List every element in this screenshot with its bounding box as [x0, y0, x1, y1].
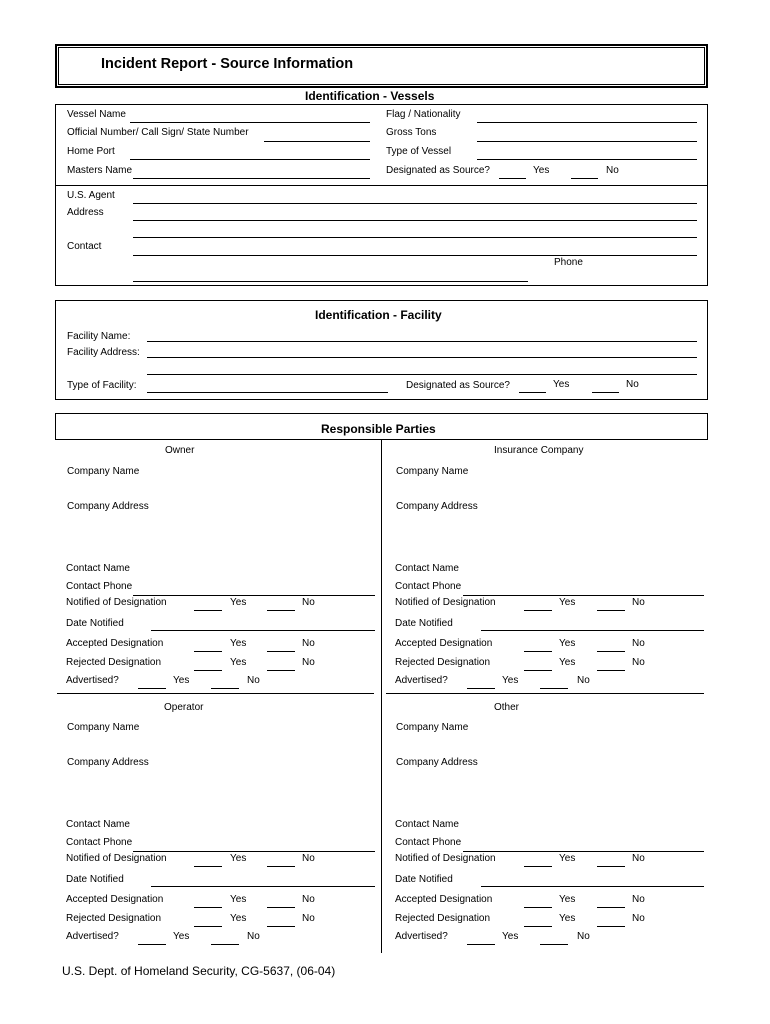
masters-name-label: Masters Name: [67, 165, 133, 176]
gross-tons-field[interactable]: [477, 141, 697, 142]
insurance-rejected-label: Rejected Designation: [395, 657, 491, 668]
operator-rejected-label: Rejected Designation: [66, 913, 162, 924]
owner-advertised-yes-field[interactable]: [138, 688, 166, 689]
other-accepted-yes: Yes: [559, 894, 576, 905]
other-rejected-no: No: [632, 913, 645, 924]
operator-rejected-yes: Yes: [230, 913, 247, 924]
insurance-advertised-label: Advertised?: [395, 675, 448, 686]
insurance-company-name-label: Company Name: [396, 466, 469, 477]
flag-field[interactable]: [477, 122, 697, 123]
insurance-accepted-no-field[interactable]: [597, 651, 625, 652]
parties-column-divider: [381, 440, 382, 953]
facility-name-label: Facility Name:: [67, 331, 131, 342]
insurance-accepted-label: Accepted Designation: [395, 638, 493, 649]
insurance-contact-phone-field[interactable]: [463, 595, 704, 596]
parties-divider-right: [386, 693, 704, 694]
owner-company-address-label: Company Address: [67, 501, 149, 512]
owner-rejected-yes: Yes: [230, 657, 247, 668]
other-rejected-label: Rejected Designation: [395, 913, 491, 924]
insurance-accepted-yes-field[interactable]: [524, 651, 552, 652]
operator-advertised-yes-field[interactable]: [138, 944, 166, 945]
insurance-contact-name-label: Contact Name: [395, 563, 459, 574]
insurance-rejected-yes-field[interactable]: [524, 670, 552, 671]
insurance-date-notified-label: Date Notified: [395, 618, 453, 629]
other-advertised-label: Advertised?: [395, 931, 448, 942]
type-of-facility-label: Type of Facility:: [67, 380, 137, 391]
owner-accepted-yes: Yes: [230, 638, 247, 649]
type-of-vessel-label: Type of Vessel: [386, 146, 452, 157]
operator-notified-label: Notified of Designation: [66, 853, 167, 864]
insurance-rejected-no: No: [632, 657, 645, 668]
facility-address-label: Facility Address:: [67, 347, 140, 358]
insurance-accepted-yes: Yes: [559, 638, 576, 649]
insurance-heading: Insurance Company: [494, 445, 584, 456]
operator-date-notified-label: Date Notified: [66, 874, 124, 885]
owner-heading: Owner: [165, 445, 195, 456]
other-rejected-no-field[interactable]: [597, 926, 625, 927]
other-date-notified-field[interactable]: [481, 886, 704, 887]
vessel-designated-yes-field[interactable]: [499, 178, 526, 179]
other-advertised-yes: Yes: [502, 931, 519, 942]
divider: [55, 185, 708, 186]
owner-rejected-label: Rejected Designation: [66, 657, 162, 668]
operator-accepted-no-field[interactable]: [267, 907, 295, 908]
other-accepted-label: Accepted Designation: [395, 894, 493, 905]
owner-rejected-yes-field[interactable]: [194, 670, 222, 671]
owner-contact-name-label: Contact Name: [66, 563, 130, 574]
operator-notified-yes: Yes: [230, 853, 247, 864]
insurance-accepted-no: No: [632, 638, 645, 649]
insurance-notified-no-field[interactable]: [597, 610, 625, 611]
vessel-designated-no-field[interactable]: [571, 178, 598, 179]
insurance-contact-phone-label: Contact Phone: [395, 581, 462, 592]
operator-notified-yes-field[interactable]: [194, 866, 222, 867]
facility-designated-no: No: [626, 379, 639, 390]
operator-advertised-no-field[interactable]: [211, 944, 239, 945]
operator-heading: Operator: [164, 702, 204, 713]
operator-notified-no: No: [302, 853, 315, 864]
facility-address-field-2[interactable]: [147, 374, 697, 375]
other-company-address-label: Company Address: [396, 757, 478, 768]
other-notified-no: No: [632, 853, 645, 864]
insurance-date-notified-field[interactable]: [481, 630, 704, 631]
home-port-label: Home Port: [67, 146, 115, 157]
other-accepted-no-field[interactable]: [597, 907, 625, 908]
vessels-heading: Identification - Vessels: [305, 89, 435, 103]
insurance-company-address-label: Company Address: [396, 501, 478, 512]
facility-designated-yes-field[interactable]: [519, 392, 546, 393]
owner-notified-no: No: [302, 597, 315, 608]
other-date-notified-label: Date Notified: [395, 874, 453, 885]
owner-accepted-yes-field[interactable]: [194, 651, 222, 652]
other-notified-yes: Yes: [559, 853, 576, 864]
operator-company-address-label: Company Address: [67, 757, 149, 768]
operator-contact-name-label: Contact Name: [66, 819, 130, 830]
owner-accepted-label: Accepted Designation: [66, 638, 164, 649]
insurance-notified-no: No: [632, 597, 645, 608]
owner-notified-label: Notified of Designation: [66, 597, 167, 608]
operator-advertised-no: No: [247, 931, 260, 942]
facility-designated-no-field[interactable]: [592, 392, 619, 393]
operator-advertised-yes: Yes: [173, 931, 190, 942]
agent-contact-field[interactable]: [133, 255, 697, 256]
other-advertised-no: No: [577, 931, 590, 942]
owner-contact-phone-field[interactable]: [133, 595, 375, 596]
operator-rejected-yes-field[interactable]: [194, 926, 222, 927]
insurance-advertised-no: No: [577, 675, 590, 686]
owner-date-notified-label: Date Notified: [66, 618, 124, 629]
parties-heading: Responsible Parties: [321, 422, 436, 436]
owner-notified-yes: Yes: [230, 597, 247, 608]
type-of-vessel-field[interactable]: [477, 159, 697, 160]
operator-accepted-yes: Yes: [230, 894, 247, 905]
owner-advertised-label: Advertised?: [66, 675, 119, 686]
us-agent-field[interactable]: [133, 203, 697, 204]
owner-accepted-no: No: [302, 638, 315, 649]
facility-designated-yes: Yes: [553, 379, 570, 390]
operator-advertised-label: Advertised?: [66, 931, 119, 942]
owner-rejected-no: No: [302, 657, 315, 668]
facility-designated-label: Designated as Source?: [406, 380, 510, 391]
operator-rejected-no: No: [302, 913, 315, 924]
other-advertised-no-field[interactable]: [540, 944, 568, 945]
owner-accepted-no-field[interactable]: [267, 651, 295, 652]
owner-advertised-no: No: [247, 675, 260, 686]
parties-divider-left: [57, 693, 374, 694]
other-contact-phone-label: Contact Phone: [395, 837, 462, 848]
owner-company-name-label: Company Name: [67, 466, 140, 477]
owner-rejected-no-field[interactable]: [267, 670, 295, 671]
operator-date-notified-field[interactable]: [151, 886, 375, 887]
insurance-rejected-yes: Yes: [559, 657, 576, 668]
vessel-designated-yes: Yes: [533, 165, 550, 176]
vessel-designated-label: Designated as Source?: [386, 165, 490, 176]
facility-name-field[interactable]: [147, 341, 697, 342]
us-agent-label: U.S. Agent: [67, 190, 115, 201]
owner-date-notified-field[interactable]: [151, 630, 375, 631]
official-number-field[interactable]: [264, 141, 370, 142]
vessel-name-field[interactable]: [130, 122, 370, 123]
gross-tons-label: Gross Tons: [386, 127, 437, 138]
other-notified-yes-field[interactable]: [524, 866, 552, 867]
operator-company-name-label: Company Name: [67, 722, 140, 733]
operator-accepted-no: No: [302, 894, 315, 905]
operator-contact-phone-label: Contact Phone: [66, 837, 133, 848]
facility-address-field[interactable]: [147, 357, 697, 358]
page-title: Incident Report - Source Information: [101, 56, 354, 72]
insurance-advertised-yes-field[interactable]: [467, 688, 495, 689]
official-number-label: Official Number/ Call Sign/ State Number: [67, 127, 249, 138]
insurance-notified-label: Notified of Designation: [395, 597, 496, 608]
vessel-designated-no: No: [606, 165, 619, 176]
facility-heading: Identification - Facility: [315, 308, 442, 322]
other-heading: Other: [494, 702, 520, 713]
other-rejected-yes-field[interactable]: [524, 926, 552, 927]
operator-rejected-no-field[interactable]: [267, 926, 295, 927]
owner-contact-phone-label: Contact Phone: [66, 581, 133, 592]
insurance-notified-yes: Yes: [559, 597, 576, 608]
other-accepted-no: No: [632, 894, 645, 905]
operator-accepted-yes-field[interactable]: [194, 907, 222, 908]
owner-advertised-yes: Yes: [173, 675, 190, 686]
vessel-name-label: Vessel Name: [67, 109, 126, 120]
agent-phone-field[interactable]: [133, 281, 528, 282]
insurance-notified-yes-field[interactable]: [524, 610, 552, 611]
operator-accepted-label: Accepted Designation: [66, 894, 164, 905]
flag-label: Flag / Nationality: [386, 109, 461, 120]
other-advertised-yes-field[interactable]: [467, 944, 495, 945]
owner-notified-yes-field[interactable]: [194, 610, 222, 611]
other-accepted-yes-field[interactable]: [524, 907, 552, 908]
agent-address-field-2[interactable]: [133, 237, 697, 238]
other-notified-no-field[interactable]: [597, 866, 625, 867]
type-of-facility-field[interactable]: [147, 392, 388, 393]
footer-form-id: U.S. Dept. of Homeland Security, CG-5637, (06-04): [62, 964, 336, 978]
agent-phone-label: Phone: [554, 257, 583, 268]
other-company-name-label: Company Name: [396, 722, 469, 733]
agent-address-field[interactable]: [133, 220, 697, 221]
owner-notified-no-field[interactable]: [267, 610, 295, 611]
operator-contact-phone-field[interactable]: [133, 851, 375, 852]
other-notified-label: Notified of Designation: [395, 853, 496, 864]
owner-advertised-no-field[interactable]: [211, 688, 239, 689]
other-contact-name-label: Contact Name: [395, 819, 459, 830]
insurance-advertised-no-field[interactable]: [540, 688, 568, 689]
insurance-rejected-no-field[interactable]: [597, 670, 625, 671]
agent-contact-label: Contact: [67, 241, 102, 252]
other-rejected-yes: Yes: [559, 913, 576, 924]
masters-name-field[interactable]: [133, 178, 370, 179]
home-port-field[interactable]: [130, 159, 370, 160]
insurance-advertised-yes: Yes: [502, 675, 519, 686]
other-contact-phone-field[interactable]: [463, 851, 704, 852]
agent-address-label: Address: [67, 207, 104, 218]
operator-notified-no-field[interactable]: [267, 866, 295, 867]
